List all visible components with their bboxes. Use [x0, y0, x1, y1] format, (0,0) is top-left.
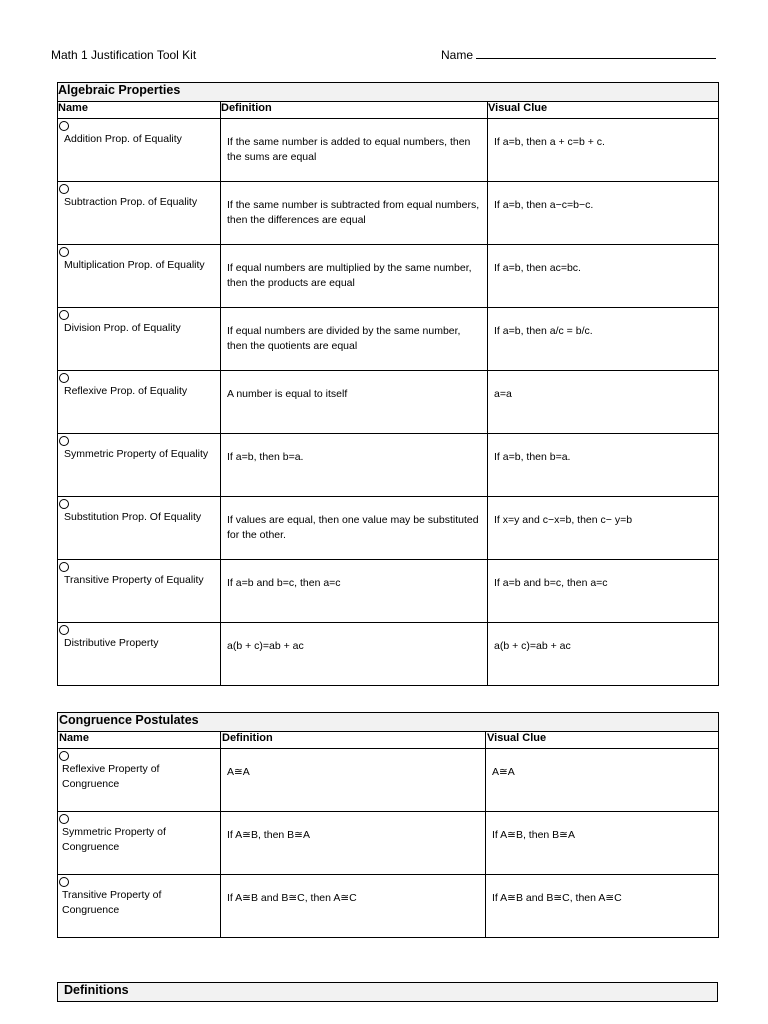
property-name-cell [58, 497, 221, 560]
property-name: Transitive Property of Equality [64, 574, 204, 586]
visual-clue-cell [488, 119, 719, 182]
visual-clue-text: If a=b and b=c, then a=c [494, 577, 608, 589]
property-name-cell [58, 749, 221, 812]
definition-cell [221, 119, 488, 182]
definition-text: If a=b, then b=a. [227, 451, 304, 463]
definition-cell [221, 308, 488, 371]
visual-clue-text: a(b + c)=ab + ac [494, 640, 571, 652]
property-name: Transitive Property of Congruence [62, 889, 162, 916]
property-name: Subtraction Prop. of Equality [64, 196, 198, 208]
property-name: Symmetric Property of Equality [64, 448, 209, 460]
visual-clue-text: If A≅B, then B≅A [492, 829, 575, 841]
table-row [58, 308, 719, 371]
table-row [58, 245, 719, 308]
visual-clue-text: If a=b, then b=a. [494, 451, 571, 463]
definition-cell [221, 371, 488, 434]
property-name: Division Prop. of Equality [64, 322, 181, 334]
checkbox-circle-icon[interactable] [59, 877, 69, 887]
congruence-postulates-table [57, 712, 719, 938]
checkbox-circle-icon[interactable] [59, 436, 69, 446]
property-name: Substitution Prop. Of Equality [64, 511, 202, 523]
definitions-title: Definitions [58, 983, 718, 1002]
checkbox-circle-icon[interactable] [59, 499, 69, 509]
table-row [58, 371, 719, 434]
definition-text: If equal numbers are divided by the same number, then the quotients are equal [227, 325, 461, 352]
definition-cell [221, 497, 488, 560]
property-name-cell [58, 182, 221, 245]
definition-text: If values are equal, then one value may be substituted for the other. [227, 514, 479, 541]
property-name-cell [58, 434, 221, 497]
property-name-cell [58, 371, 221, 434]
property-name-cell [58, 245, 221, 308]
table-row [58, 434, 719, 497]
visual-clue-text: A≅A [492, 766, 515, 778]
visual-clue-cell [488, 434, 719, 497]
definition-text: If A≅B and B≅C, then A≅C [227, 892, 357, 904]
column-header-visual-clue: Visual Clue [486, 732, 719, 749]
property-name-cell [58, 560, 221, 623]
definition-text: A≅A [227, 766, 250, 778]
algebraic-properties-title: Algebraic Properties [58, 83, 719, 102]
visual-clue-text: If a=b, then ac=bc. [494, 262, 581, 274]
visual-clue-cell [488, 182, 719, 245]
table-row [58, 875, 719, 938]
visual-clue-cell [488, 308, 719, 371]
definition-cell [221, 245, 488, 308]
property-name-cell [58, 812, 221, 875]
visual-clue-cell [486, 812, 719, 875]
definition-cell [221, 749, 486, 812]
name-line[interactable] [476, 48, 716, 59]
visual-clue-cell [488, 623, 719, 686]
definitions-table [57, 982, 718, 1002]
visual-clue-text: If x=y and c−x=b, then c− y=b [494, 514, 633, 526]
definition-text: If a=b and b=c, then a=c [227, 577, 341, 589]
algebraic-properties-table [57, 82, 719, 686]
property-name: Addition Prop. of Equality [64, 133, 182, 145]
property-name: Reflexive Property of Congruence [62, 763, 160, 790]
checkbox-circle-icon[interactable] [59, 121, 69, 131]
column-header-name: Name [58, 732, 221, 749]
visual-clue-text: If a=b, then a/c = b/c. [494, 325, 593, 337]
visual-clue-cell [486, 875, 719, 938]
name-field[interactable] [441, 48, 716, 62]
checkbox-circle-icon[interactable] [59, 562, 69, 572]
definition-cell [221, 182, 488, 245]
definition-text: a(b + c)=ab + ac [227, 640, 304, 652]
definition-cell [221, 812, 486, 875]
table-row [58, 497, 719, 560]
checkbox-circle-icon[interactable] [59, 247, 69, 257]
property-name-cell [58, 623, 221, 686]
visual-clue-text: If A≅B and B≅C, then A≅C [492, 892, 622, 904]
property-name: Symmetric Property of Congruence [62, 826, 166, 853]
definition-text: If equal numbers are multiplied by the same number, then the products are equal [227, 262, 472, 289]
checkbox-circle-icon[interactable] [59, 184, 69, 194]
visual-clue-text: If a=b, then a + c=b + c. [494, 136, 605, 148]
table-row [58, 560, 719, 623]
checkbox-circle-icon[interactable] [59, 814, 69, 824]
checkbox-circle-icon[interactable] [59, 625, 69, 635]
table-row [58, 182, 719, 245]
table-row [58, 623, 719, 686]
definition-cell [221, 560, 488, 623]
definition-cell [221, 623, 488, 686]
definition-text: If the same number is subtracted from equal numbers, then the differences are equal [227, 199, 480, 226]
definition-text: If the same number is added to equal numbers, then the sums are equal [227, 136, 471, 163]
visual-clue-cell [488, 497, 719, 560]
congruence-postulates-title: Congruence Postulates [58, 713, 719, 732]
name-label: Name [441, 48, 474, 62]
property-name: Multiplication Prop. of Equality [64, 259, 205, 271]
definition-text: If A≅B, then B≅A [227, 829, 310, 841]
column-header-visual-clue: Visual Clue [488, 102, 719, 119]
page-title: Math 1 Justification Tool Kit [51, 48, 197, 62]
visual-clue-text: If a=b, then a−c=b−c. [494, 199, 594, 211]
table-row [58, 119, 719, 182]
property-name-cell [58, 119, 221, 182]
visual-clue-text: a=a [494, 388, 512, 400]
checkbox-circle-icon[interactable] [59, 751, 69, 761]
definition-cell [221, 875, 486, 938]
property-name: Reflexive Prop. of Equality [64, 385, 188, 397]
column-header-definition: Definition [221, 102, 488, 119]
table-row [58, 749, 719, 812]
visual-clue-cell [488, 245, 719, 308]
definition-text: A number is equal to itself [227, 388, 348, 400]
column-header-definition: Definition [221, 732, 486, 749]
checkbox-circle-icon[interactable] [59, 373, 69, 383]
property-name-cell [58, 875, 221, 938]
checkbox-circle-icon[interactable] [59, 310, 69, 320]
table-row [58, 812, 719, 875]
visual-clue-cell [486, 749, 719, 812]
visual-clue-cell [488, 560, 719, 623]
column-header-name: Name [58, 102, 221, 119]
definition-cell [221, 434, 488, 497]
visual-clue-cell [488, 371, 719, 434]
property-name: Distributive Property [64, 637, 159, 649]
property-name-cell [58, 308, 221, 371]
